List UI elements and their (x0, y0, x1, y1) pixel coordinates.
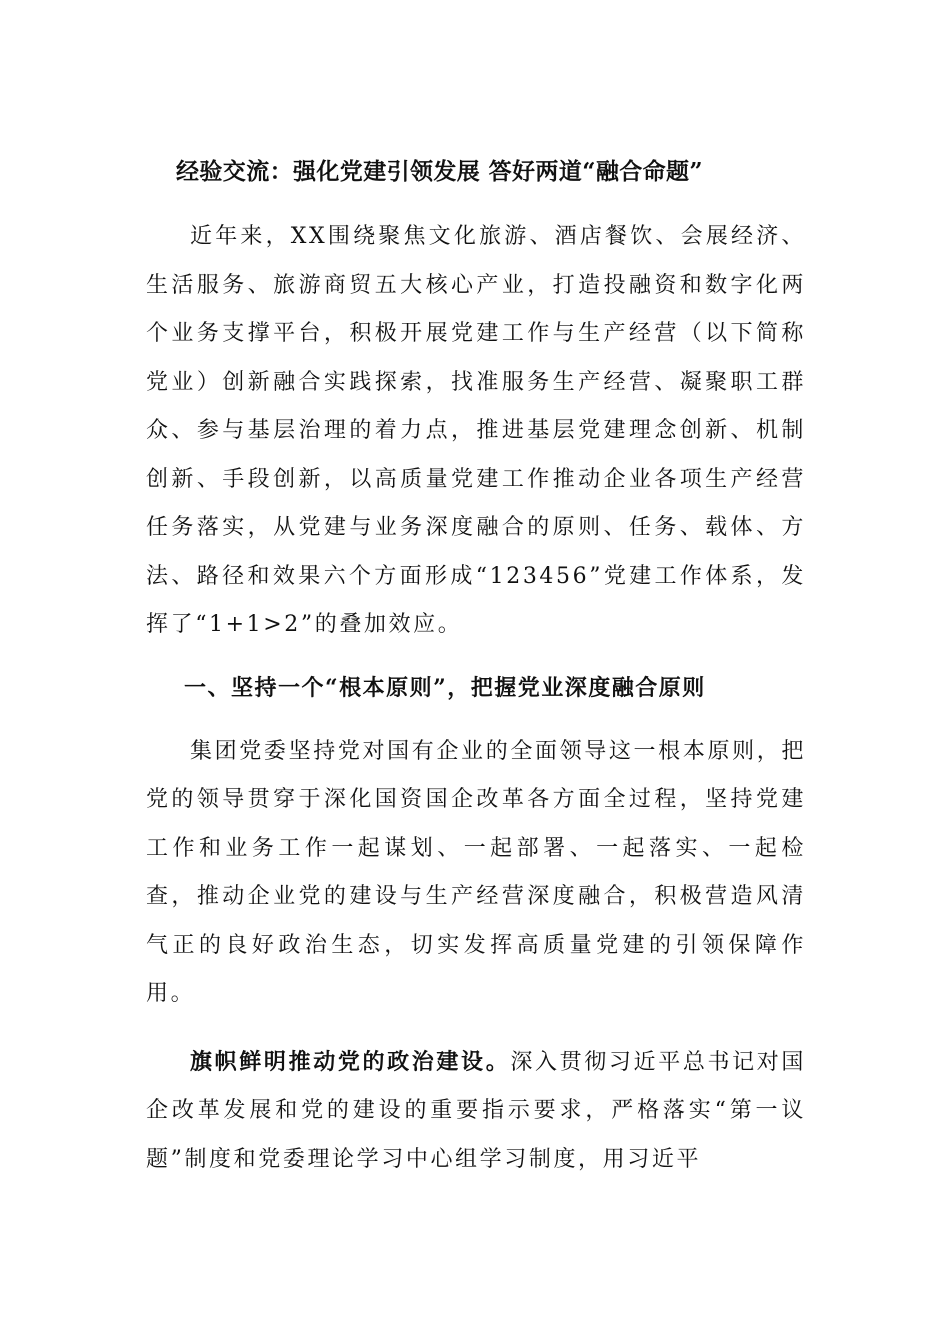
section-1-paragraph: 集团党委坚持党对国有企业的全面领导这一根本原则，把党的领导贯穿于深化国资国企改革各方面全过程，坚持党建工作和业务工作一起谋划、一起部署、一起落实、一起检查，推动企业党的建设与生产经营深度融合，积极营造风清气正的良好政治生态，切实发挥高质量党建的引领保障作用。 (146, 738, 806, 1006)
paragraph-body-text: 深入贯彻习近平总书记对国企改革发展和党的建设的重要指示要求，严格落实“第一议题”制度和党委理论学习中心组学习制度，用习近平 (146, 1049, 806, 1172)
document-body (146, 148, 806, 1184)
political-building-paragraph (146, 1038, 806, 1185)
paragraph-lead-text: 旗帜鲜明推动党的政治建设。 (190, 1048, 511, 1075)
section-1-heading: 一、坚持一个“根本原则”，把握党业深度融合原则 (184, 674, 706, 701)
intro-paragraph: 近年来，XX围绕聚焦文化旅游、酒店餐饮、会展经济、生活服务、旅游商贸五大核心产业，打造投融资和数字化两个业务支撑平台，积极开展党建工作与生产经营（以下简称党业）创新融合实践探索，找准服务生产经营、凝聚职工群众、参与基层治理的着力点，推进基层党建理念创新、机制创新、手段创新，以高质量党建工作推动企业各项生产经营任务落实，从党建与业务深度融合的原则、任务、载体、方法、路径和效果六个方面形成“123456”党建工作体系，发挥了“1+1>2”的叠加效应。 (146, 224, 806, 637)
document-title: 经验交流：强化党建引领发展 答好两道“融合命题” (176, 158, 704, 185)
